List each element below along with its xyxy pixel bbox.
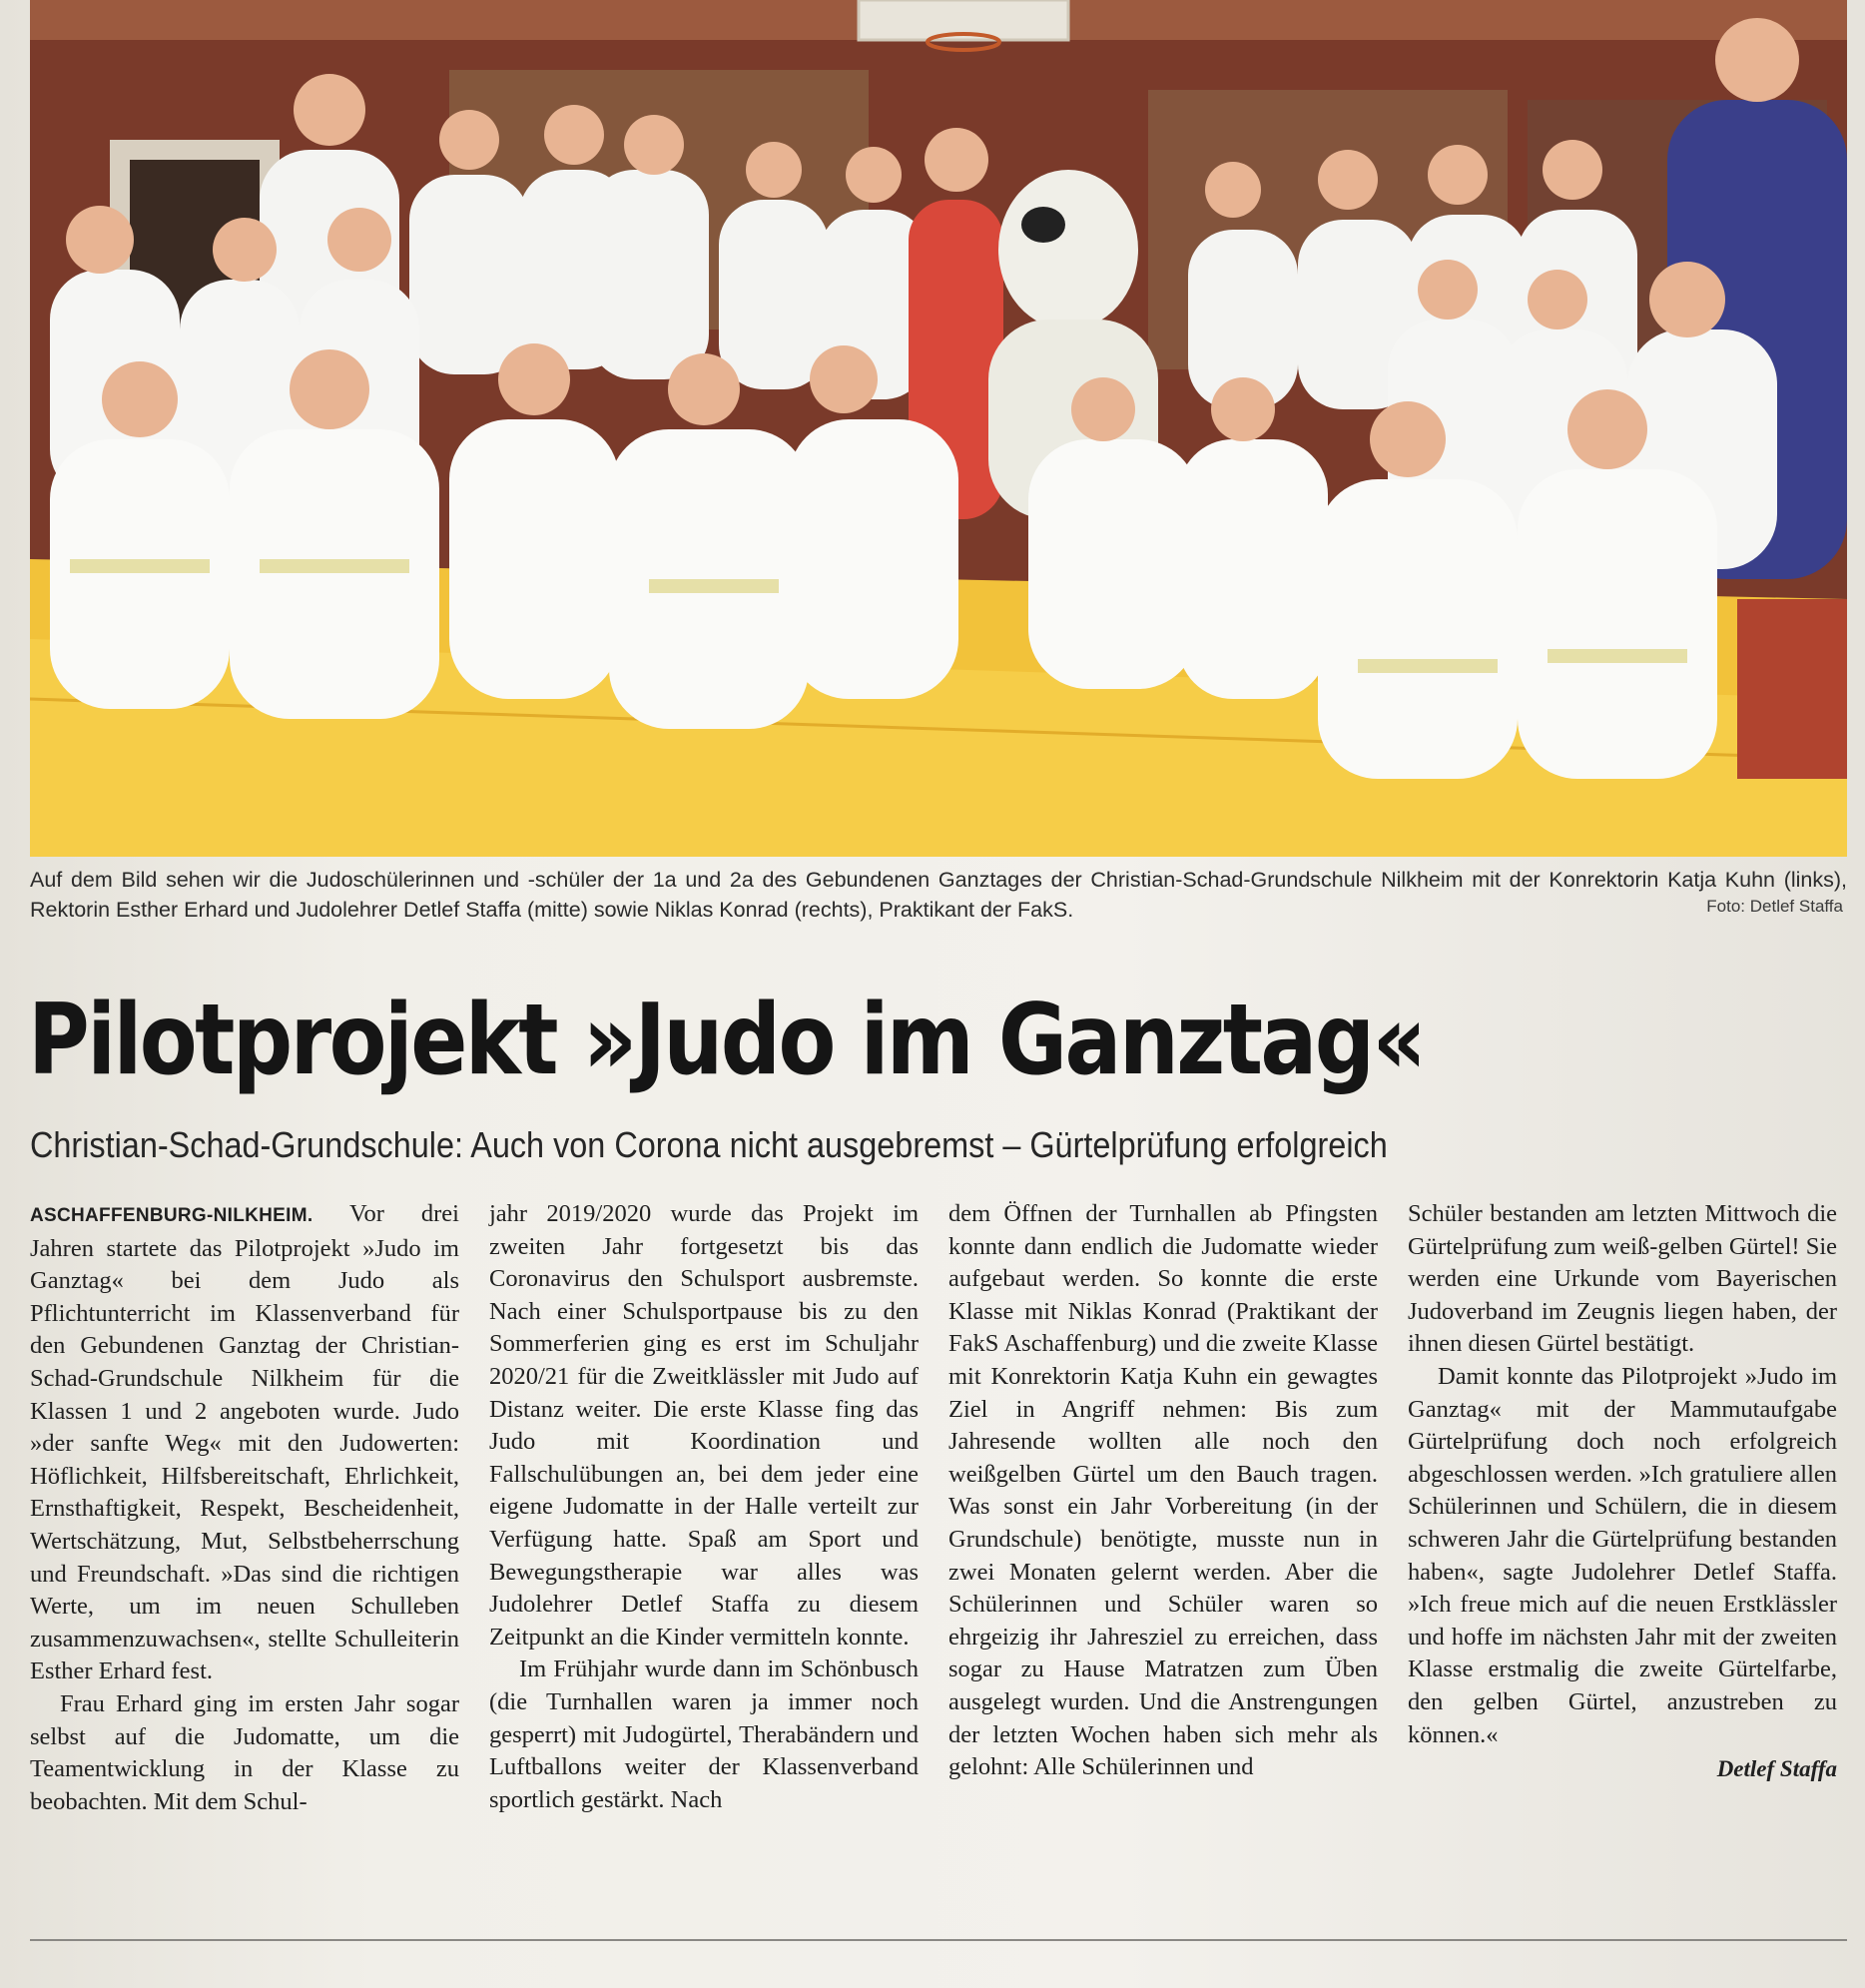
dateline: ASCHAFFENBURG-NILKHEIM. (30, 1205, 313, 1226)
article-column-1 (30, 1198, 459, 1818)
subheadline-kicker: Christian-Schad-Grundschule: (30, 1124, 464, 1165)
article-column-3 (948, 1198, 1378, 1784)
article-paragraph: ASCHAFFENBURG-NILKHEIM. Vor drei Jahren startete das Pilotprojekt »Judo im Ganztag« bei dem Judo als Pflichtunterricht im Klassenverband für den Gebundenen Ganztag der Christian-Schad-Grundschule Nilkheim für die Klassen 1 und 2 angeboten wurde. Judo »der sanfte Weg« mit den Judowerten: Höflichkeit, Hilfsbereitschaft, Ehrlichkeit, Ernsthaftigkeit, Respekt, Bescheidenheit, Wertschätzung, Mut, Selbstbeherrschung und Freundschaft. »Das sind die richtigen Werte, um im neuen Schulleben zusammenzuwachsen«, stellte Schulleiterin Esther Erhard fest. (30, 1200, 459, 1685)
subheadline (30, 1120, 1665, 1170)
author-byline: Detlef Staffa (1716, 1756, 1837, 1782)
article-column-2 (489, 1198, 919, 1816)
group-photo (30, 0, 1847, 857)
article-paragraph: Frau Erhard ging im ersten Jahr sogar selbst auf die Judomatte, um die Teamentwicklung in der Klasse zu beobachten. Mit dem Schul- (30, 1689, 459, 1815)
article-column-4 (1408, 1198, 1837, 1786)
subheadline-text: Auch von Corona nicht ausgebremst – Gürtelprüfung erfolgreich (470, 1124, 1388, 1165)
photo-caption: Auf dem Bild sehen wir die Judoschülerinnen und -schüler der 1a und 2a des Gebundenen Ganztages der Christian-Schad-Grundschule Nilkheim mit der Konrektorin Katja Kuhn (links), Rektorin Esther Erhard und Judolehrer Detlef Staffa (mitte) sowie Niklas Konrad (rechts), Praktikant der FakS. (30, 868, 1847, 922)
article-paragraph: dem Öffnen der Turnhallen ab Pfingsten konnte dann endlich die Judomatte wieder aufgebaut werden. So konnte die erste Klasse mit Niklas Konrad (Praktikant der FakS Aschaffenburg) und die zweite Klasse mit Konrektorin Katja Kuhn ein gewagtes Ziel in Angriff nehmen: Bis zum Jahresende wollten alle noch den weißgelben Gürtel um den Bauch tragen. Was sonst ein Jahr Vorbereitung (in der Grundschule) benötigte, musste nun in zwei Monaten gelernt werden. Aber die Schülerinnen und Schüler waren so ehrgeizig ihr Jahresziel zu erreichen, dass sogar zu Hause Matratzen zum Üben ausgelegt wurden. Und die Anstrengungen der letzten Wochen haben sich mehr als gelohnt: Alle Schülerinnen und (948, 1200, 1378, 1781)
photo-credit: Foto: Detlef Staffa (1706, 897, 1843, 916)
article-paragraph: Damit konnte das Pilotprojekt »Judo im Ganztag« mit der Mammutaufgabe Gürtelprüfung doch noch erfolgreich abgeschlossen werden. »Ich gratuliere allen Schülerinnen und Schülern, die in diesem schweren Jahr die Gürtelprüfung bestanden haben«, sagte Judolehrer Detlef Staffa. »Ich freue mich auf die neuen Erstklässler und hoffe im nächsten Jahr mit der zweiten Klasse erstmalig die zweite Gürtelfarbe, den gelben Gürtel, anzustreben zu können.« (1408, 1362, 1837, 1748)
bottom-rule (30, 1939, 1847, 1941)
article-paragraph: Im Frühjahr wurde dann im Schönbusch (die Turnhallen waren ja immer noch gesperrt) mit Judogürtel, Therabändern und Luftballons weiter der Klassenverband sportlich gestärkt. Nach (489, 1656, 919, 1813)
article-paragraph: Schüler bestanden am letzten Mittwoch die Gürtelprüfung zum weiß-gelben Gürtel! Sie werden eine Urkunde vom Bayerischen Judoverband im Zeugnis liegen haben, der ihnen diesen Gürtel bestätigt. (1408, 1200, 1837, 1358)
article-paragraph: jahr 2019/2020 wurde das Projekt im zweiten Jahr fortgesetzt bis das Coronavirus den Schulsport ausbremste. Nach einer Schulsportpause bis zu den Sommerferien ging es erst im Schuljahr 2020/21 für die Zweitklässler mit Judo auf Distanz weiter. Die erste Klasse fing das Judo mit Koordination und Fallschulübungen an, bei dem jeder eine eigene Judomatte in der Halle verteilt zur Verfügung hatte. Spaß am Sport und Bewegungstherapie war alles was Judolehrer Detlef Staffa zu diesem Zeitpunkt an die Kinder vermitteln konnte. (489, 1200, 919, 1651)
headline: Pilotprojekt »Judo im Ganztag« (28, 984, 1425, 1097)
group-photo-icon (30, 0, 1847, 857)
